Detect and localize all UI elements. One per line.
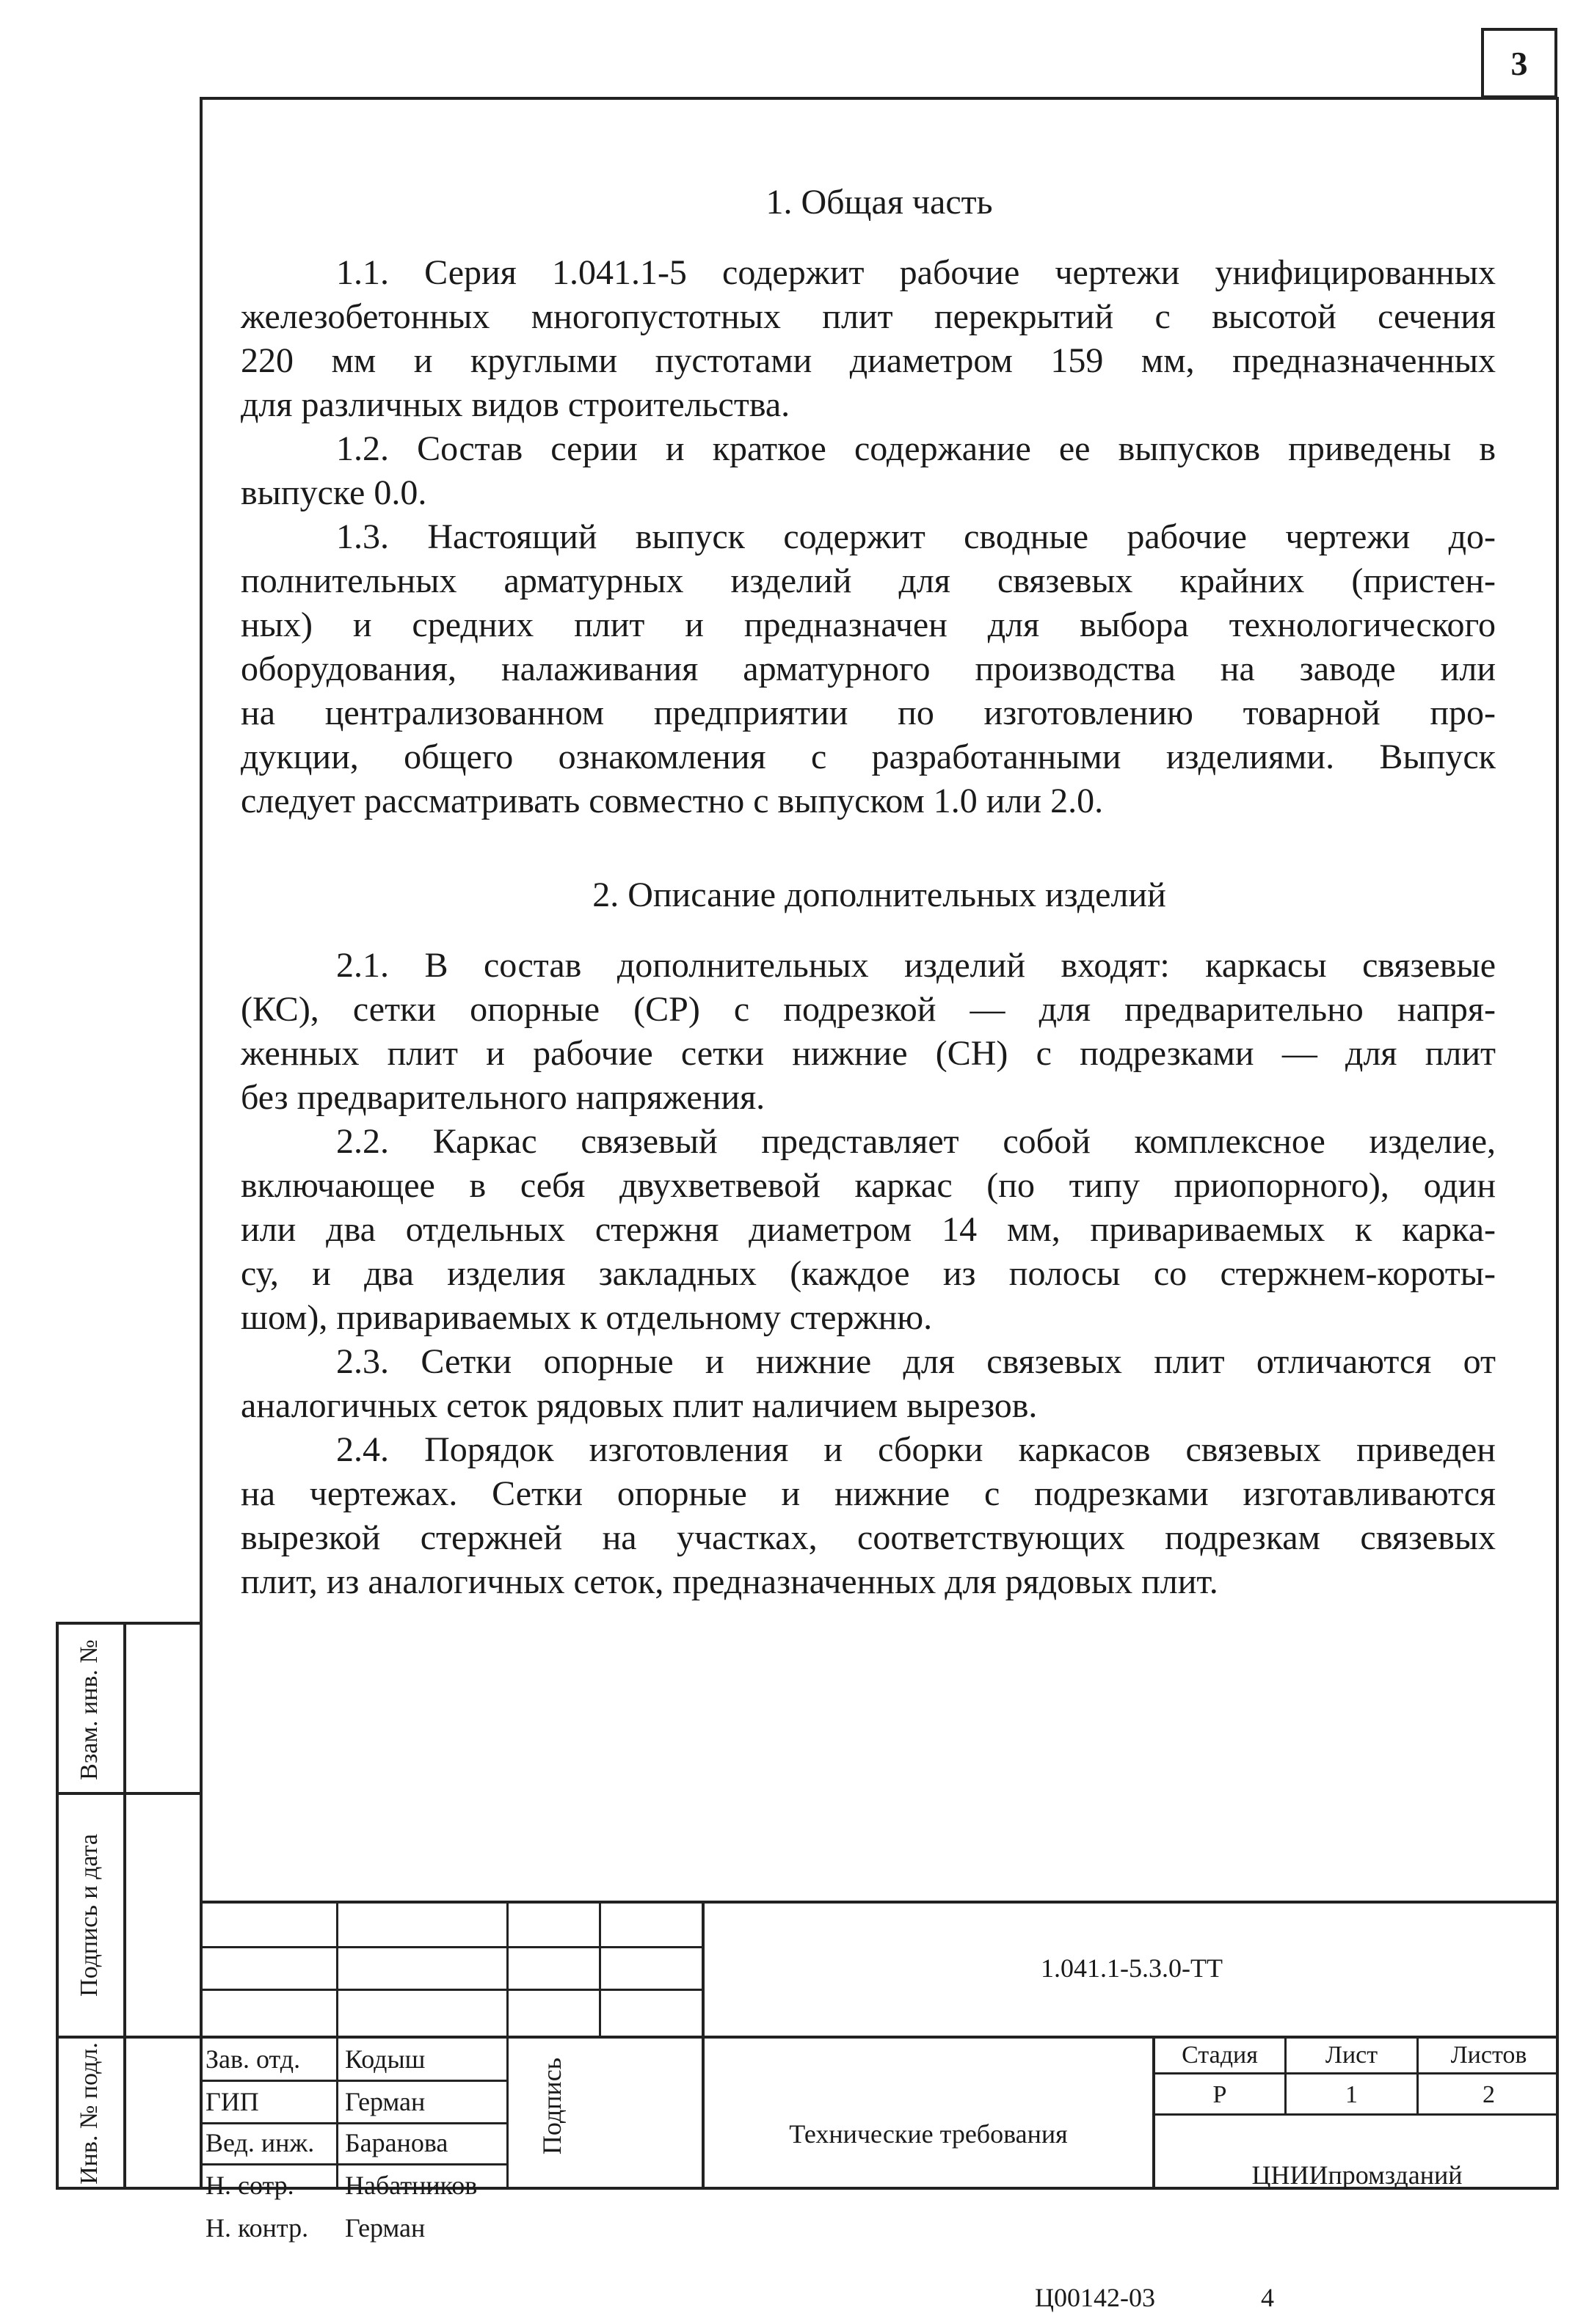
page-number: 3 <box>1510 44 1528 82</box>
text-line: плит, из аналогичных сеток, предназначенных для рядовых плит. <box>241 1562 1218 1601</box>
organization-name: ЦНИИпромзданий <box>1251 2160 1463 2190</box>
text-line: для различных видов строительства. <box>241 385 790 424</box>
text-line: выпуске 0.0. <box>241 473 427 512</box>
document-code: 1.041.1-5.3.0-ТТ <box>1041 1953 1223 1983</box>
paragraph-2-2 <box>241 1120 1496 1340</box>
side-stamp-inv-podl: Инв. № подл. <box>76 2042 103 2185</box>
text-line: полнительных арматурных изделий для связевых крайних (пристен- <box>241 561 1496 600</box>
paragraph-2-4 <box>241 1428 1496 1604</box>
text-line: оборудования, налаживания арматурного производства на заводе или <box>241 649 1496 688</box>
document-title: Технические требования <box>789 2119 1068 2149</box>
text-line: (КС), сетки опорные (СР) с подрезкой — для предварительно напря- <box>241 990 1496 1029</box>
side-stamp-vzam-inv: Взам. инв. № <box>76 1639 103 1780</box>
person-name: Кодыш <box>345 2044 426 2074</box>
text-line: или два отдельных стержня диаметром 14 мм, привариваемых к карка- <box>241 1210 1496 1249</box>
paragraph-1-3 <box>241 515 1496 823</box>
role-label: Н. сотр. <box>205 2171 294 2200</box>
paragraph-2-3 <box>241 1340 1496 1428</box>
page-number-box <box>1481 28 1557 98</box>
text-line: железобетонных многопустотных плит перекрытий с высотой сечения <box>241 297 1496 336</box>
person-name: Герман <box>345 2213 426 2243</box>
text-line: аналогичных сеток рядовых плит наличием вырезов. <box>241 1386 1038 1425</box>
text-line: следует рассматривать совместно с выпуском 1.0 или 2.0. <box>241 782 1104 820</box>
text-line: 2.2. Каркас связевый представляет собой комплексное изделие, <box>336 1122 1496 1161</box>
sheet-label: Лист <box>1325 2041 1378 2069</box>
role-label: ГИП <box>205 2087 259 2116</box>
section-1-heading: 1. Общая часть <box>765 183 993 222</box>
footer-code: Ц00142-03 <box>1035 2283 1155 2312</box>
text-line: 2.1. В состав дополнительных изделий входят: каркасы связевые <box>336 946 1496 985</box>
sheets-label: Листов <box>1450 2041 1527 2069</box>
sheet-value: 1 <box>1345 2081 1358 2108</box>
text-line: без предварительного напряжения. <box>241 1078 765 1117</box>
text-line: 1.2. Состав серии и краткое содержание ее выпусков приведены в <box>336 429 1496 468</box>
footer-number: 4 <box>1261 2283 1274 2312</box>
role-label: Н. контр. <box>205 2213 309 2243</box>
person-name: Герман <box>345 2087 426 2116</box>
person-name: Баранова <box>345 2128 448 2157</box>
side-stamp-podpis-data: Подпись и дата <box>76 1834 103 1997</box>
paragraph-1-2 <box>241 427 1496 515</box>
text-line: на чертежах. Сетки опорные и нижние с подрезками изготавливаются <box>241 1474 1496 1513</box>
section-2-heading: 2. Описание дополнительных изделий <box>592 875 1166 914</box>
sheets-value: 2 <box>1483 2081 1495 2108</box>
text-line: на централизованном предприятии по изготовлению товарной про- <box>241 693 1496 732</box>
text-line: ных) и средних плит и предназначен для выбора технологического <box>241 605 1496 644</box>
role-label: Зав. отд. <box>205 2044 301 2074</box>
role-label: Вед. инж. <box>205 2128 315 2157</box>
text-line: 2.3. Сетки опорные и нижние для связевых плит отличаются от <box>336 1342 1496 1381</box>
text-line: включающее в себя двухветвевой каркас (по типу приопорного), один <box>241 1166 1496 1205</box>
paragraph-2-1 <box>241 944 1496 1120</box>
text-line: 220 мм и круглыми пустотами диаметром 159 мм, предназначенных <box>241 341 1496 380</box>
stage-label: Стадия <box>1182 2041 1258 2069</box>
text-line: дукции, общего ознакомления с разработанными изделиями. Выпуск <box>241 737 1496 776</box>
text-line: 2.4. Порядок изготовления и сборки каркасов связевых приведен <box>336 1430 1496 1469</box>
text-line: 1.1. Серия 1.041.1-5 содержит рабочие чертежи унифицированных <box>336 253 1496 292</box>
text-line: 1.3. Настоящий выпуск содержит сводные рабочие чертежи до- <box>336 517 1496 556</box>
text-line: вырезкой стержней на участках, соответствующих подрезкам связевых <box>241 1518 1496 1557</box>
paragraph-1-1 <box>241 251 1496 427</box>
signature-header: Подпись <box>537 2057 567 2155</box>
text-line: женных плит и рабочие сетки нижние (СН) с подрезками — для плит <box>241 1034 1496 1073</box>
stage-value: Р <box>1212 2081 1227 2108</box>
text-line: су, и два изделия закладных (каждое из полосы со стержнем-короты- <box>241 1254 1496 1293</box>
text-line: шом), привариваемых к отдельному стержню. <box>241 1298 933 1337</box>
person-name: Набатников <box>345 2171 478 2200</box>
